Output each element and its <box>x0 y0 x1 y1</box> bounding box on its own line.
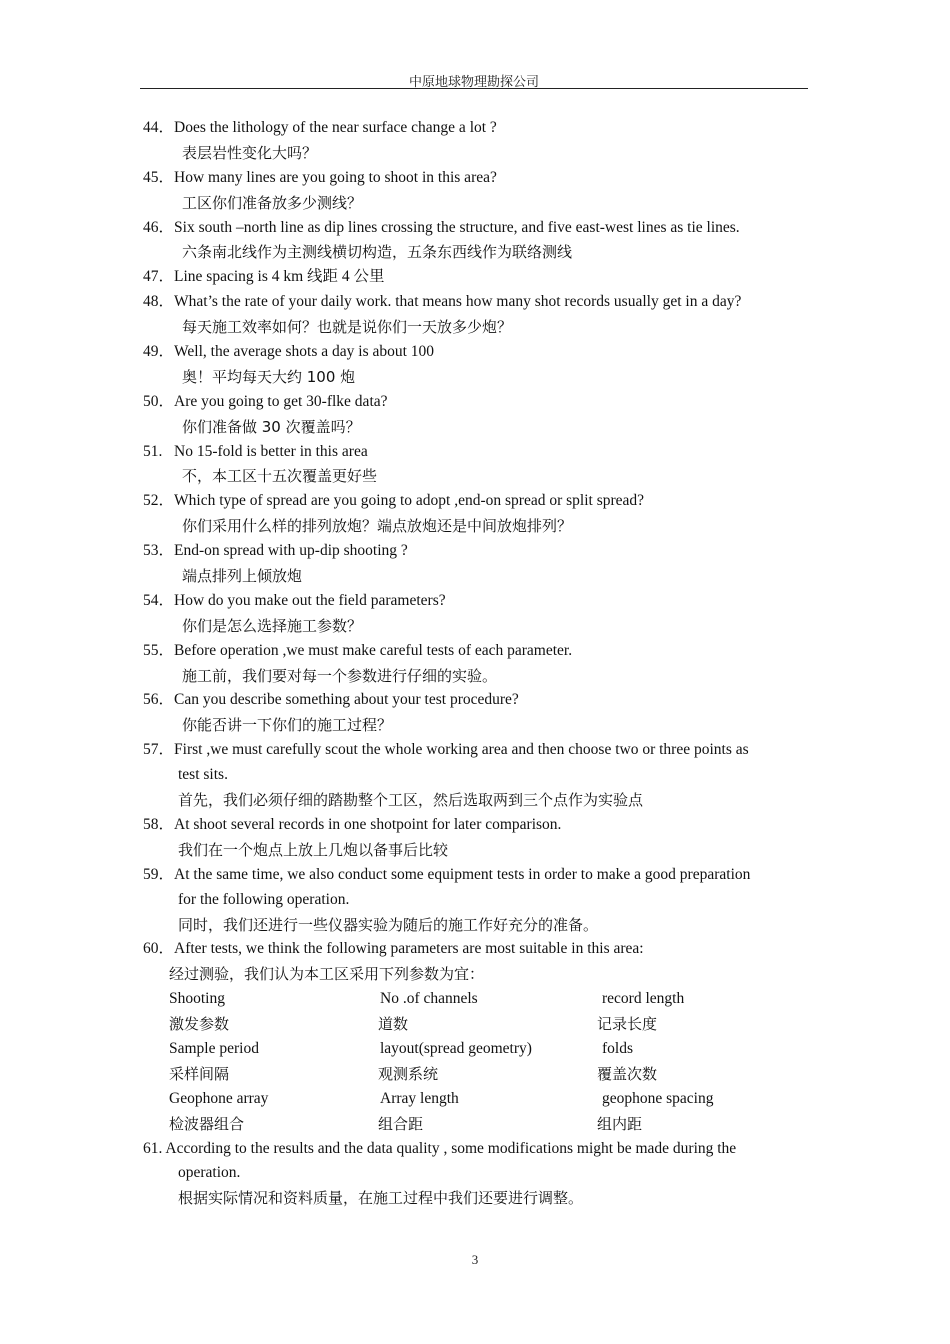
english-question-line <box>143 340 811 365</box>
chinese-translation: 施工前，我们要对每一个参数进行仔细的实验。 <box>182 666 498 685</box>
parameter-cell: layout(spread geometry) <box>380 1039 532 1057</box>
chinese-translation: 奥！平均每天大约 100 炮 <box>182 367 356 386</box>
parameter-cell: 检波器组合 <box>169 1114 245 1133</box>
item-number: 52． <box>143 492 175 510</box>
item-number: 46． <box>143 218 175 236</box>
item-number: 61. <box>143 1139 166 1157</box>
english-text: Are you going to get 30-flke data? <box>174 392 388 410</box>
item-number: 56． <box>143 691 175 709</box>
parameter-cell: 组内距 <box>597 1114 643 1133</box>
qa-list <box>143 116 811 987</box>
item-number: 54． <box>143 591 175 609</box>
english-continuation: operation. <box>178 1164 241 1182</box>
chinese-translation: 每天施工效率如何？也就是说你们一天放多少炮？ <box>182 318 513 337</box>
english-question-line <box>143 166 811 191</box>
qa-list-tail <box>143 1137 811 1212</box>
item-number: 50． <box>143 392 175 410</box>
english-question-line <box>143 639 811 664</box>
chinese-translation: 经过测验，我们认为本工区采用下列参数为宜： <box>169 965 485 984</box>
english-question-line <box>143 589 811 614</box>
chinese-translation: 你们准备做 30 次覆盖吗？ <box>182 417 361 436</box>
parameter-cell: Shooting <box>169 990 225 1008</box>
parameter-row <box>143 1087 811 1112</box>
english-text: Line spacing is 4 km 线距 4 公里 <box>174 268 385 286</box>
english-text: Before operation ,we must make careful tests of each parameter. <box>174 641 573 659</box>
english-question-line <box>143 390 811 415</box>
parameter-cell: geophone spacing <box>602 1089 714 1107</box>
english-question-line <box>143 1137 811 1162</box>
english-text: Can you describe something about your test procedure? <box>174 691 519 709</box>
parameter-row <box>143 987 811 1012</box>
chinese-translation: 同时，我们还进行一些仪器实验为随后的施工作好充分的准备。 <box>178 915 599 934</box>
english-question-line <box>143 216 811 241</box>
english-question-line <box>143 290 811 315</box>
english-text: What’s the rate of your daily work. that means how many shot records usually get in a day? <box>174 293 742 311</box>
english-question-line <box>143 738 811 763</box>
english-text: Does the lithology of the near surface change a lot ? <box>174 119 497 136</box>
english-text: At the same time, we also conduct some equipment tests in order to make a good preparation <box>174 865 751 883</box>
parameter-cell: No .of channels <box>380 990 478 1008</box>
english-question-line <box>143 813 811 838</box>
parameter-row <box>143 1037 811 1062</box>
english-continuation: test sits. <box>178 766 228 784</box>
page-header: 中原地球物理勘探公司 <box>408 75 539 90</box>
parameter-cell: 组合距 <box>378 1114 424 1133</box>
parameter-cell: record length <box>602 990 685 1008</box>
item-number: 60． <box>143 940 175 958</box>
item-number: 47． <box>143 268 175 286</box>
item-number: 57． <box>143 741 175 759</box>
chinese-translation: 你能否讲一下你们的施工过程？ <box>182 716 393 735</box>
english-text: How many lines are you going to shoot in this area? <box>174 168 497 186</box>
page-number: 3 <box>471 1252 479 1267</box>
english-question-line <box>143 863 811 888</box>
english-text: Well, the average shots a day is about 100 <box>174 343 435 361</box>
english-text: How do you make out the field parameters? <box>174 591 446 609</box>
parameter-row <box>143 1062 811 1087</box>
chinese-translation: 你们是怎么选择施工参数？ <box>182 616 363 635</box>
item-number: 48． <box>143 293 175 311</box>
english-question-line <box>143 116 811 141</box>
item-number: 45． <box>143 168 175 186</box>
parameter-cell: Array length <box>380 1089 459 1107</box>
english-question-line <box>143 688 811 713</box>
parameter-cell: 观测系统 <box>378 1064 439 1083</box>
english-question-line <box>143 440 811 465</box>
chinese-translation: 根据实际情况和资料质量，在施工过程中我们还要进行调整。 <box>178 1189 584 1208</box>
item-number: 44． <box>143 119 175 136</box>
item-number: 59． <box>143 865 175 883</box>
parameter-cell: Sample period <box>169 1039 259 1057</box>
chinese-translation: 六条南北线作为主测线横切构造，五条东西线作为联络测线 <box>182 243 573 262</box>
item-number: 58． <box>143 815 175 833</box>
chinese-translation: 我们在一个炮点上放上几炮以备事后比较 <box>178 840 449 859</box>
parameter-cell: 道数 <box>378 1015 409 1034</box>
parameter-cell: 覆盖次数 <box>597 1064 658 1083</box>
parameters-table <box>143 987 811 1136</box>
english-text: At shoot several records in one shotpoint for later comparison. <box>174 815 562 833</box>
english-question-line <box>143 539 811 564</box>
parameter-row <box>143 1112 811 1137</box>
chinese-translation: 表层岩性变化大吗？ <box>182 143 318 162</box>
english-question-line <box>143 265 811 290</box>
chinese-translation: 首先，我们必须仔细的踏勘整个工区，然后选取两到三个点作为实验点 <box>178 791 644 810</box>
english-text: First ,we must carefully scout the whole working area and then choose two or three points as <box>174 741 749 759</box>
english-question-line <box>143 937 811 962</box>
english-continuation: for the following operation. <box>178 890 350 908</box>
chinese-translation: 不，本工区十五次覆盖更好些 <box>182 467 378 486</box>
item-number: 53． <box>143 542 175 560</box>
document-body <box>143 116 811 1211</box>
english-text: Which type of spread are you going to adopt ,end-on spread or split spread? <box>174 492 645 510</box>
english-text: According to the results and the data quality , some modifications might be made during the <box>165 1139 737 1157</box>
chinese-translation: 端点排列上倾放炮 <box>182 567 303 586</box>
item-number: 49． <box>143 343 175 361</box>
english-text: End-on spread with up-dip shooting ? <box>174 542 408 560</box>
chinese-translation: 你们采用什么样的排列放炮？端点放炮还是中间放炮排列？ <box>182 517 573 536</box>
english-text: Six south –north line as dip lines crossing the structure, and five east-west lines as tie lines. <box>174 218 740 236</box>
parameter-cell: 采样间隔 <box>169 1064 230 1083</box>
english-text: No 15-fold is better in this area <box>174 442 368 460</box>
parameter-row <box>143 1012 811 1037</box>
parameter-cell: folds <box>602 1039 633 1057</box>
english-question-line <box>143 489 811 514</box>
header-divider <box>140 88 808 89</box>
parameter-cell: 激发参数 <box>169 1015 230 1034</box>
chinese-translation: 工区你们准备放多少测线？ <box>182 193 363 212</box>
english-text: After tests, we think the following parameters are most suitable in this area: <box>174 940 644 958</box>
parameter-cell: 记录长度 <box>597 1015 658 1034</box>
item-number: 51. <box>143 442 174 460</box>
item-number: 55． <box>143 641 175 659</box>
parameter-cell: Geophone array <box>169 1089 269 1107</box>
